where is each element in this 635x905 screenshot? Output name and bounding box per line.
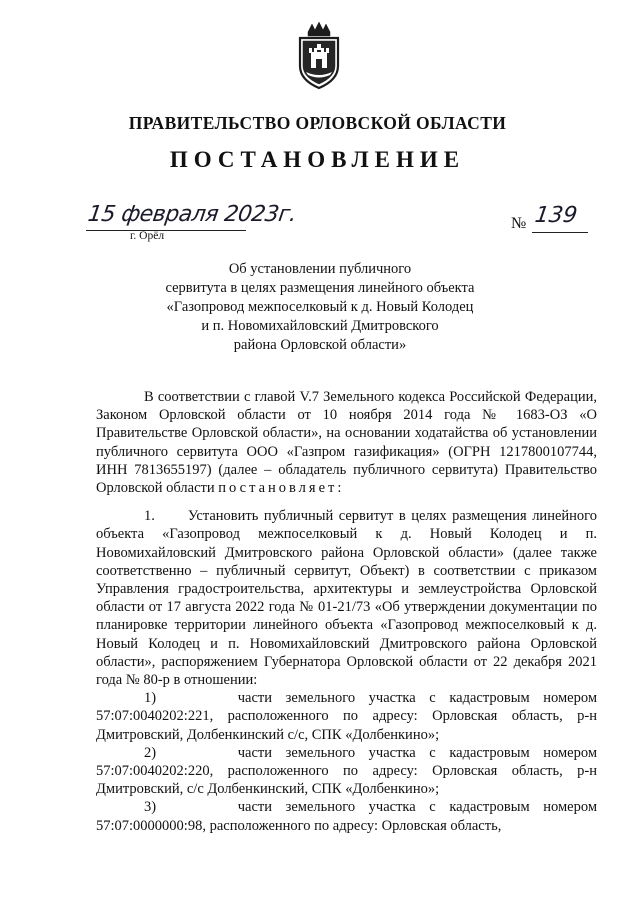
list-item: 1) части земельного участка с кадастровым номером 57:07:0040202:221, расположенного по адресу: Орловская область, р-н Дмитровский, Долбенкинский с/с, СПК «Долбенкино»;: [96, 690, 597, 743]
number-underline: [532, 232, 588, 233]
title-line: Об установлении публичного: [228, 261, 412, 277]
list-item: 3) части земельного участка с кадастровым номером 57:07:0000000:98, расположенного по адресу: Орловская область,: [96, 799, 597, 834]
preamble-text: В соответствии с главой V.7 Земельного кодекса Российской Федерации, Законом Орловской области от 10 ноября 2014 года № 1683-ОЗ «О Правительстве Орловской области», на основании ходатайства об установлении публичного сервитута ООО «Газпром газификация» (ОГРН 1217800107744, ИНН 7813655197) (далее – обладатель публичного сервитута) Правительство Орловской области: [96, 389, 597, 497]
document-body: [96, 388, 597, 835]
organization-name: ПРАВИТЕЛЬСТВО ОРЛОВСКОЙ ОБЛАСТИ: [128, 113, 507, 133]
handwritten-date: 15 февраля 2023г.: [86, 202, 298, 227]
title-line: «Газопровод межпоселковый к д. Новый Колодец: [166, 299, 474, 315]
handwritten-number: 139: [533, 203, 579, 228]
resolution-word: постановляет:: [218, 480, 345, 497]
list-item: 2) части земельного участка с кадастровым номером 57:07:0040202:220, расположенного по адресу: Орловская область, р-н Дмитровский, с/с Долбенкинский, СПК «Долбенкино»;: [96, 744, 597, 798]
document-type: ПОСТАНОВЛЕНИЕ: [169, 147, 466, 172]
date-underline: [86, 230, 246, 231]
preamble-paragraph: [96, 388, 597, 497]
paragraph-1: 1. Установить публичный сервитут в целях размещения линейного объекта «Газопровод межпоселковый к д. Новый Колодец и п. Новомихайловский Дмитровского района Орловской области» (далее также соответственно – публичный сервитут, Объект) в соответствии с приказом Управления градостроительства, архитектуры и землеустройства Орловской области от 17 августа 2022 года № 01-21/73 «Об утверждении документации по планировке территории линейного объекта «Газопровод межпоселковый к д. Новый Колодец и п. Новомихайловский Дмитровского района Орловской области», распоряжением Губернатора Орловской области от 22 декабря 2021 года № 80-р в отношении:: [96, 508, 597, 689]
title-line: района Орловской области»: [233, 337, 407, 353]
number-sign: №: [511, 215, 527, 232]
document-title: [150, 260, 490, 355]
title-line: сервитута в целях размещения линейного объекта: [165, 280, 475, 296]
city-label: г. Орёл: [130, 230, 165, 242]
coat-of-arms-icon: [294, 22, 344, 90]
title-line: и п. Новомихайловский Дмитровского: [201, 318, 439, 334]
